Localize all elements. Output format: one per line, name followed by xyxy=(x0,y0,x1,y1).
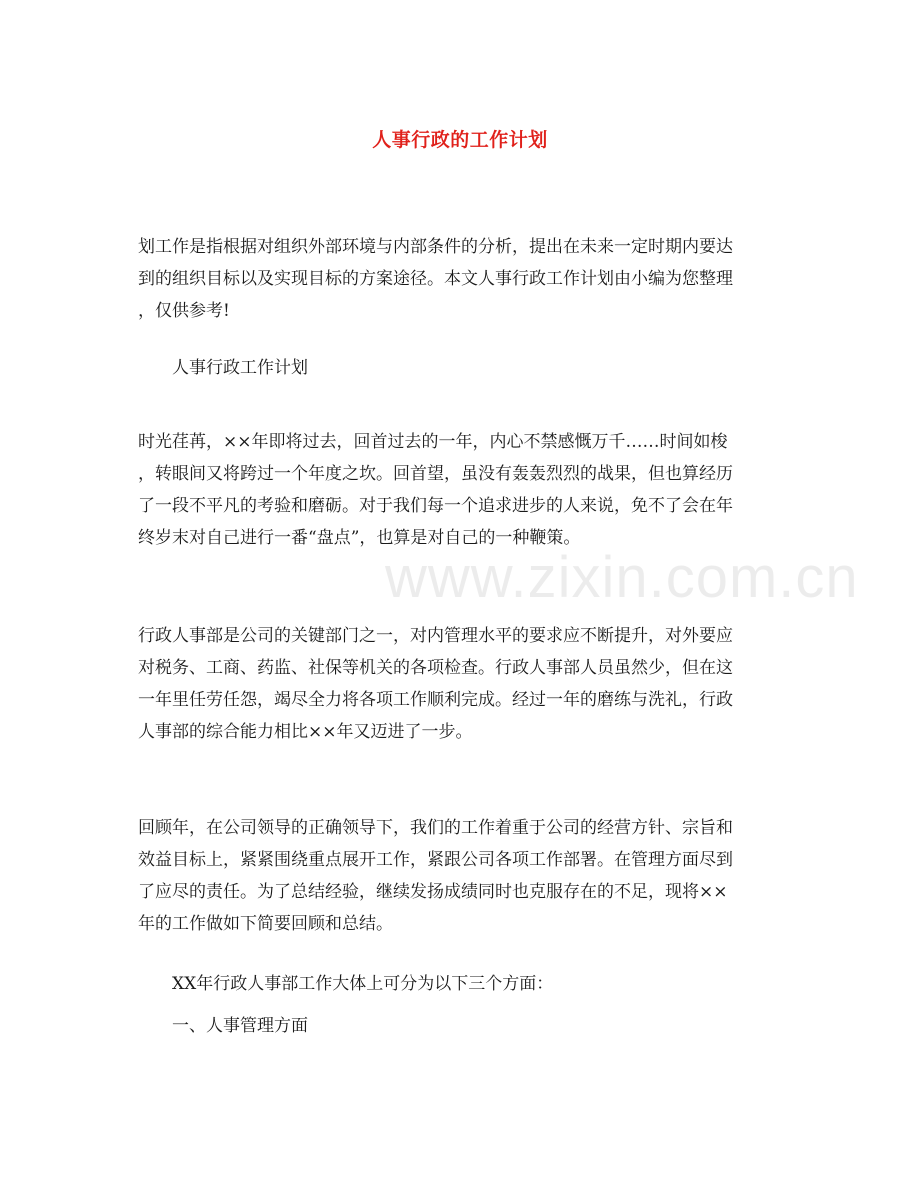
paragraph-2-line-3: 一年里任劳任怨，竭尽全力将各项工作顺利完成。经过一年的磨练与洗礼，行政 xyxy=(138,690,733,710)
intro-line-2: 到的组织目标以及实现目标的方案途径。本文人事行政工作计划由小编为您整理 xyxy=(138,269,733,289)
paragraph-2-line-2: 对税务、工商、药监、社保等机关的各项检查。行政人事部人员虽然少，但在这 xyxy=(138,658,733,678)
intro-line-3: ，仅供参考! xyxy=(138,301,230,321)
subheading-text: 人事行政工作计划 xyxy=(172,358,308,378)
overview-paragraph xyxy=(138,968,812,1000)
watermark-text: www.zixin.com.cn xyxy=(385,545,859,610)
intro-paragraph xyxy=(138,231,778,327)
paragraph-3-line-1: 回顾年，在公司领导的正确领导下，我们的工作着重于公司的经营方针、宗旨和 xyxy=(138,818,733,838)
intro-line-1: 划工作是指根据对组织外部环境与内部条件的分析，提出在未来一定时期内要达 xyxy=(138,237,733,257)
overview-text: XX年行政人事部工作大体上可分为以下三个方面： xyxy=(172,974,554,994)
paragraph-3-line-2: 效益目标上，紧紧围绕重点展开工作，紧跟公司各项工作部署。在管理方面尽到 xyxy=(138,850,733,870)
paragraph-3 xyxy=(138,812,778,940)
paragraph-1-line-1: 时光荏苒，××年即将过去，回首过去的一年，内心不禁感慨万千……时间如梭 xyxy=(138,432,728,452)
paragraph-1-line-3: 了一段不平凡的考验和磨砺。对于我们每一个追求进步的人来说，免不了会在年 xyxy=(138,496,733,516)
paragraph-2-line-4: 人事部的综合能力相比××年又迈进了一步。 xyxy=(138,722,473,742)
paragraph-3-line-3: 了应尽的责任。为了总结经验，继续发扬成绩同时也克服存在的不足，现将×× xyxy=(138,882,728,902)
paragraph-2 xyxy=(138,620,778,748)
subheading xyxy=(138,352,812,384)
paragraph-1-line-4: 终岁末对自己进行一番“盘点”，也算是对自己的一种鞭策。 xyxy=(138,528,581,548)
section-1-heading-text: 一、人事管理方面 xyxy=(172,1016,308,1036)
paragraph-1 xyxy=(138,426,778,554)
paragraph-2-line-1: 行政人事部是公司的关键部门之一，对内管理水平的要求应不断提升，对外要应 xyxy=(138,626,733,646)
section-1-heading xyxy=(138,1010,812,1042)
paragraph-1-line-2: ，转眼间又将跨过一个年度之坎。回首望，虽没有轰轰烈烈的战果，但也算经历 xyxy=(138,464,733,484)
document-title: 人事行政的工作计划 xyxy=(372,129,548,151)
paragraph-3-line-4: 年的工作做如下简要回顾和总结。 xyxy=(138,914,393,934)
